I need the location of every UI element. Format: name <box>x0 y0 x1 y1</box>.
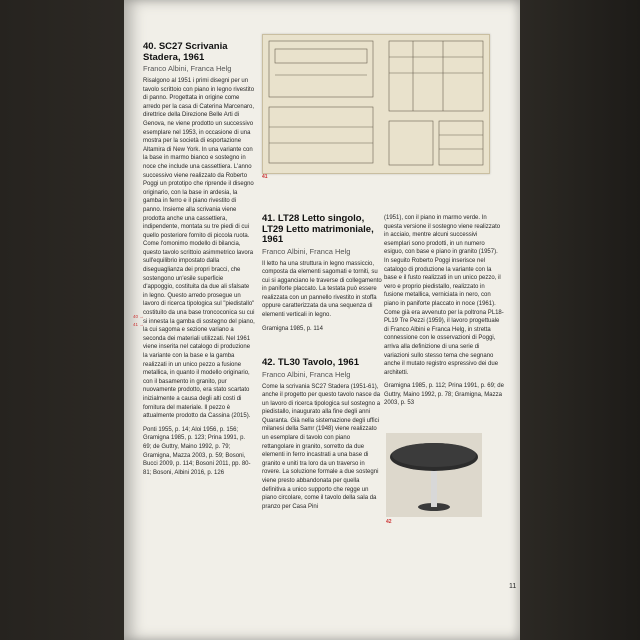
margin-mark-41: 41 → <box>133 322 144 327</box>
entry-40-body: Risalgono al 1951 i primi disegni per un tavolo scrittoio con piano in legno rivestito di panno. Progettata in origine come arredo per la casa di Caterina Marcenaro, direttrice della Direzione Belle Arti di Genova, ne viene prodotto un successivo esemplare nel 1953, in occasione di una mostra per la società di esportazione Altamira di New York. In una variante con la base in marmo bianco e sostegno in noce che include una cassettiera. L'anno successivo viene realizzato da Roberto Poggi un prototipo che riprende il disegno originario, con la base in ardesia, la gamba in ferro e il piano rivestito di panno. Insieme alla scrivania viene prodotta anche una cassettiera, indipendente, montata su tre piedi di cui quello posteriore fornito di piccola ruota. Come l'omonimo modello di bilancia, questo tavolo scrittoio asimmetrico lavora sull'equilibrio impostato dalla diseguaglianza dei propri bracci, che sostengono un'esile superficie d'appoggio, costituita da due ali sfalsate in legno. Questo arredo prosegue un lavoro di ricerca tipologica sul "piedistallo" costituito da una base troncoconica su cui si innesta la gamba di sostegno del piano, la cui sagoma e sezione variano a seconda dei materiali utilizzati. Nel 1961 viene inserita nel catalogo di produzione la variante con la base e la gamba realizzati in un unico pezzo a fusione metallica, in quanto il modello originario, con il basamento in granito, pur nuovamente prodotto, era stato scartato inizialmente a causa degli alti costi di fornitura del materiale. Il pezzo è attualmente prodotto da Cassina (2015). <box>143 78 255 420</box>
table-photo <box>386 433 482 517</box>
entry-41-authors: Franco Albini, Franca Helg <box>262 246 351 256</box>
entry-40 <box>143 42 255 477</box>
margin-mark-40: 40 → <box>133 314 144 319</box>
figure-42-number: 42 <box>386 519 392 525</box>
technical-drawing-illustration <box>263 35 489 173</box>
figure-41-number: 41 <box>262 174 268 180</box>
entry-41-references: Gramigna 1985, p. 114 <box>262 325 323 332</box>
page-edge <box>520 0 640 640</box>
entry-42-title: 42. TL30 Tavolo, 1961 <box>262 357 359 368</box>
technical-drawing <box>262 34 490 174</box>
entry-42 <box>262 358 382 511</box>
entry-41 <box>262 214 382 333</box>
entry-42-body: Come la scrivania SC27 Stadera (1951-61), anche il progetto per questo tavolo nasce da un lavoro di ricerca tipologica sul sostegno a piedistallo, inaugurato alla fine degli anni Quaranta. Già nella sistemazione degli uffici milanesi della Samr (1948) viene realizzato un esemplare di tavolo con piano rettangolare in granito, sorretto da due elementi in ferro incastrati a una base di granito e uniti tra loro da un traverso in rovere. La soluzione formale a due sostegni viene presto abbandonata per quella definitiva a unico supporto che regge un piano circolare, come il tavolo della sala da pranzo per Casa Pini <box>262 383 381 510</box>
entry-40-title: 40. SC27 Scrivania Stadera, 1961 <box>143 41 228 63</box>
entry-42-continued-body: (1951), con il piano in marmo verde. In questa versione il sostegno viene realizzato in acciaio, mentre alcuni successivi esemplari sono prodotti, in un numero esiguo, con base e piano in granito (1957). In seguito Roberto Poggi inserisce nel catalogo di produzione la variante con la base e il fusto realizzati in un unico pezzo, il vero e proprio piedistallo, realizzato in fusione metallica, verniciata in nero, con piano in paniforte placcato in noce (1961). Come già era avvenuto per la poltrona PL18-PL19 Tre Pezzi (1959), il lavoro progettuale di Franco Albini e Franca Helg, in stretta connessione con le osservazioni di Poggi, arriva alla definizione di una serie di variazioni sullo stesso tema che segnano anche il mutato registro espressivo dei due architetti. <box>384 215 504 376</box>
entry-42-continued <box>384 214 504 408</box>
entry-42-references: Gramigna 1985, p. 112; Prina 1991, p. 69; de Guttry, Maino 1992, p. 78; Gramigna, Mazza 2003, p. 53 <box>384 383 504 407</box>
entry-40-authors: Franco Albini, Franca Helg <box>143 64 232 73</box>
page-number: 11 <box>509 583 517 590</box>
entry-42-authors: Franco Albini, Franca Helg <box>262 369 351 379</box>
entry-41-body: Il letto ha una struttura in legno massiccio, composta da elementi sagomati e torniti, su cui si agganciano le traverse di collegamento in paniforte placcato. La testata può essere realizzata con un pannello rivestito in stoffa oppure caratterizzata da una sequenza di elementi verticali in legno. <box>262 260 382 319</box>
entry-41-title: 41. LT28 Letto singolo, LT29 Letto matrimoniale, 1961 <box>262 213 374 245</box>
entry-40-references: Ponti 1955, p. 14; Aloi 1956, p. 156; Gramigna 1985, p. 123; Prina 1991, p. 69; de Guttry, Maino 1992, p. 79; Gramigna, Mazza 2003, p. 59; Bosoni, Bucci 2009, p. 114; Bosoni 2011, pp. 80-81; Bosoni, Albini 2016, p. 126 <box>143 426 251 476</box>
round-table-image <box>386 433 482 517</box>
